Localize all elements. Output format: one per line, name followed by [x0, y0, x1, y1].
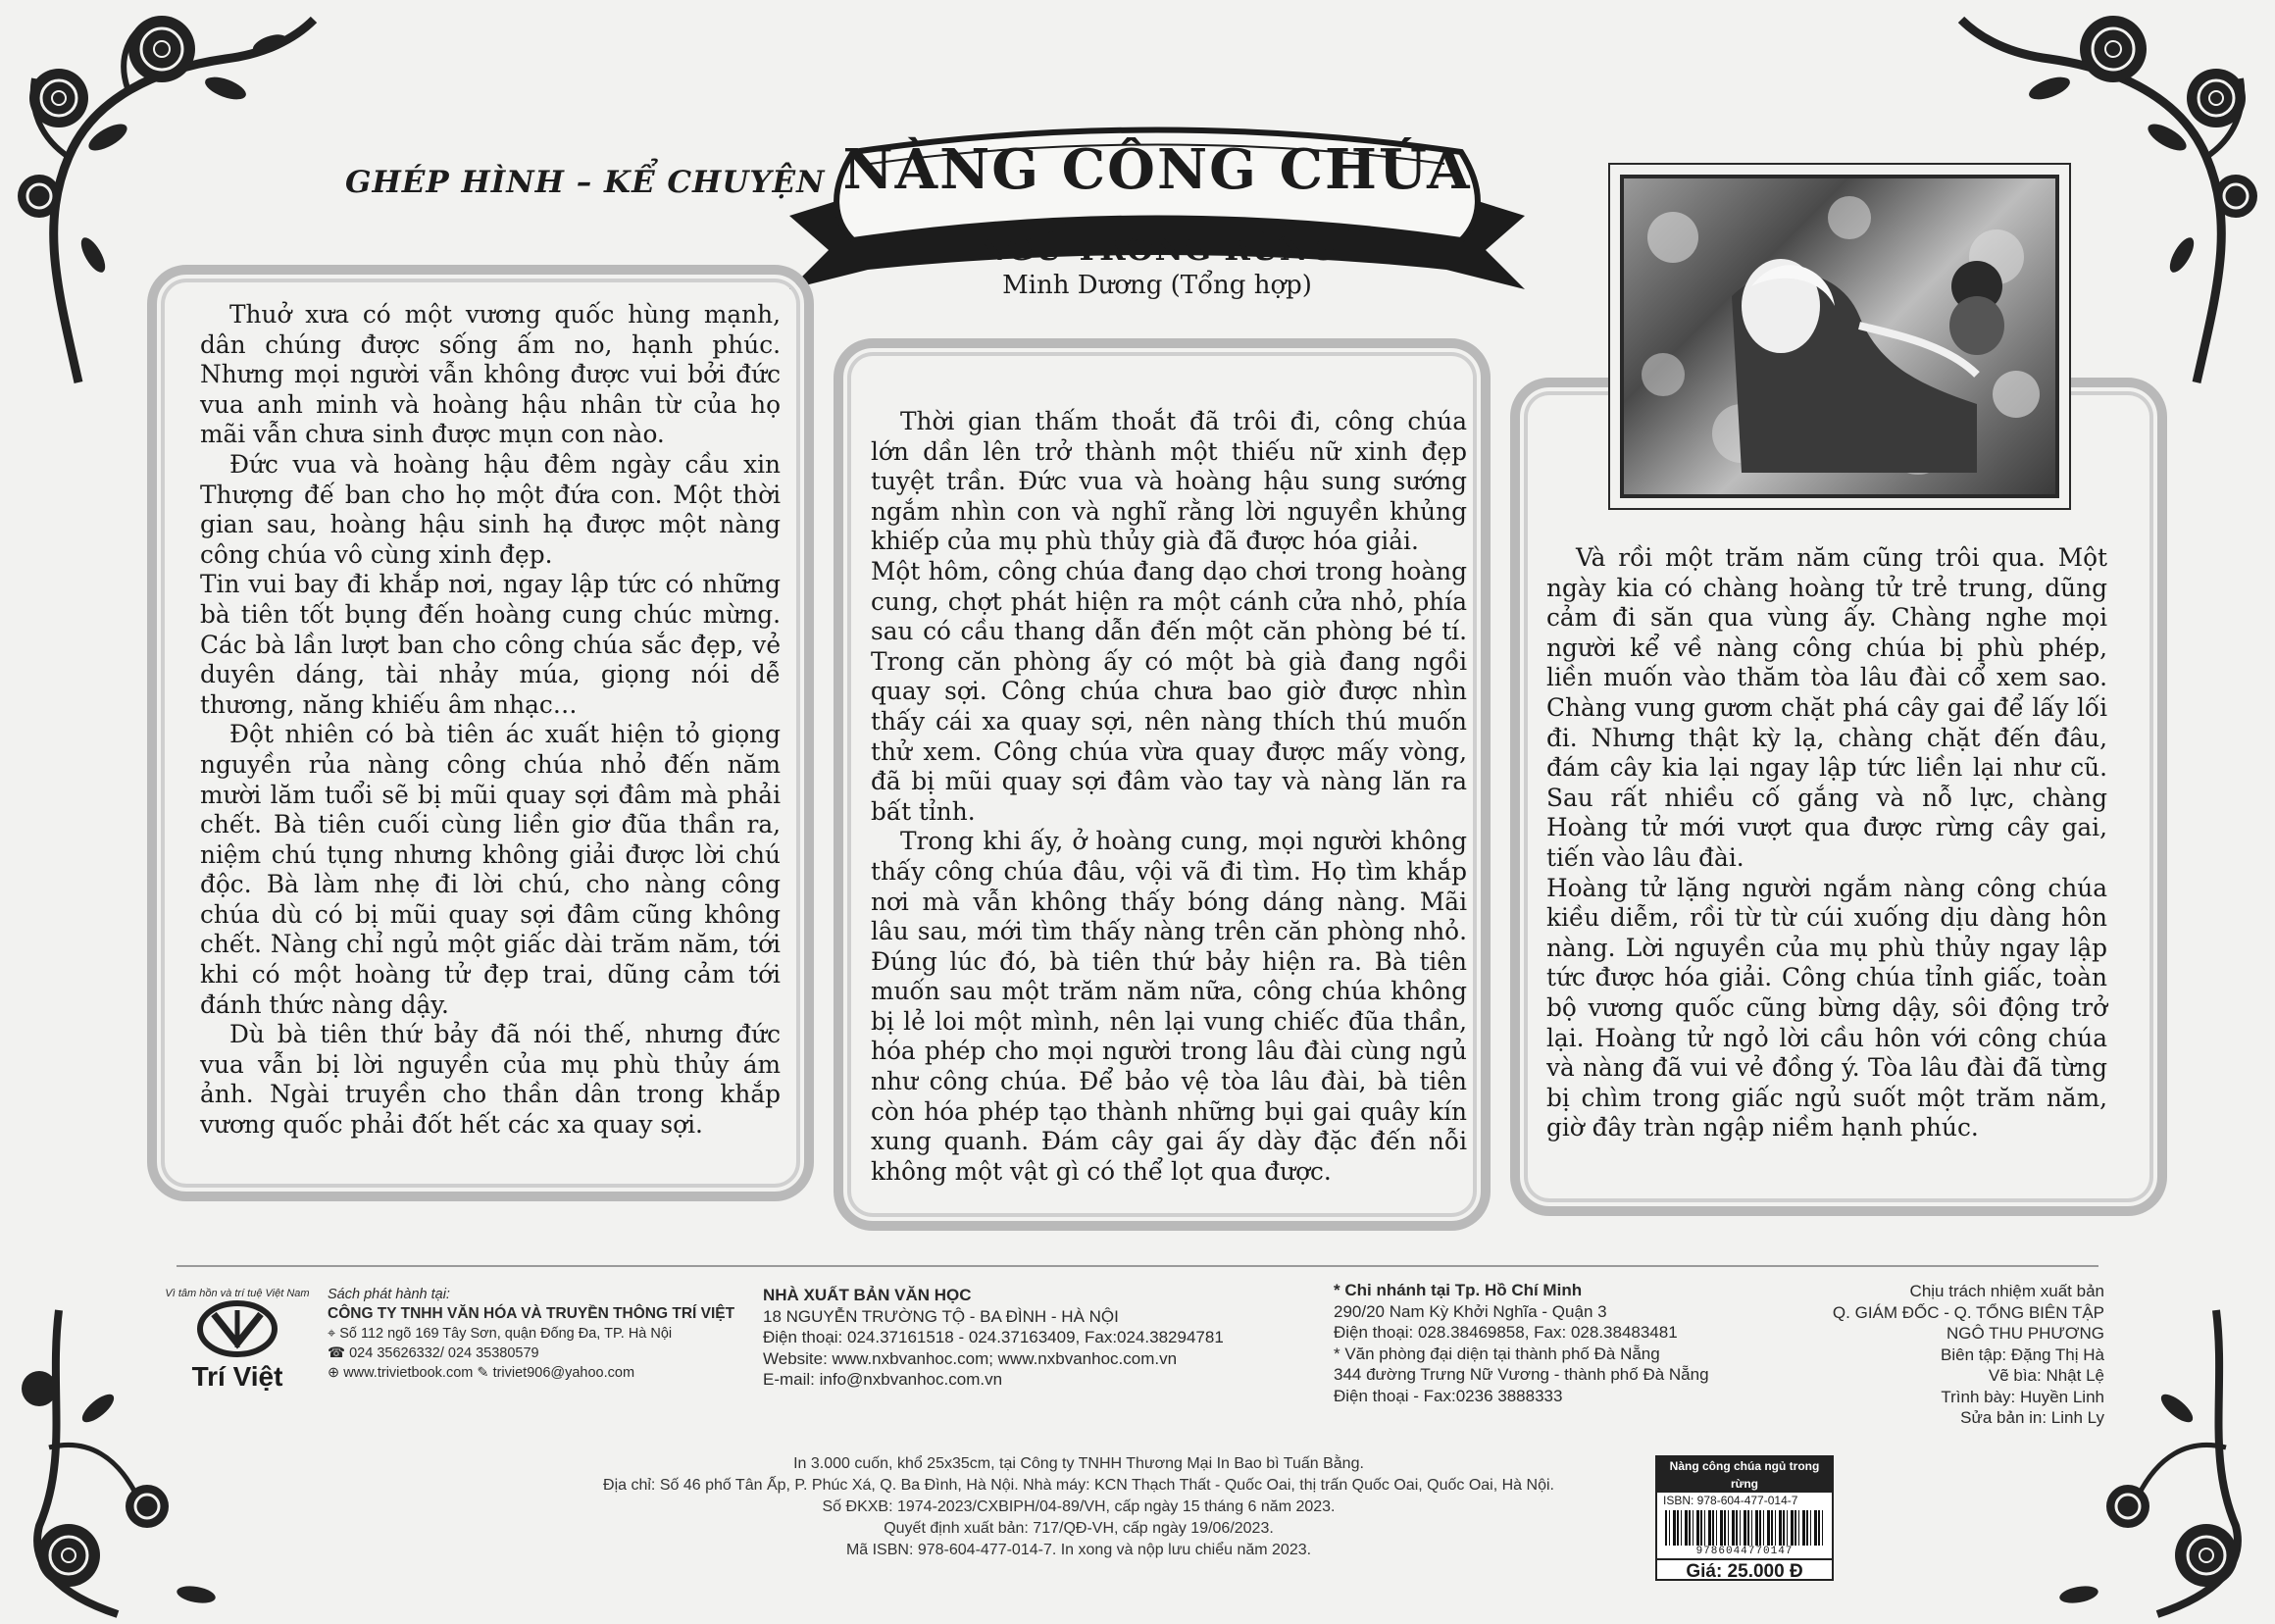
distributor-phone-row	[328, 1344, 739, 1363]
logo-arc-text: Vì tâm hồn và trí tuệ Việt Nam	[165, 1288, 310, 1299]
story-illustration	[1620, 175, 2059, 498]
credit-line: Chịu trách nhiệm xuất bản	[1909, 1282, 2104, 1300]
publisher-phone: Điện thoại: 024.37161518 - 024.37163409, Fax:024.38294781	[763, 1328, 1224, 1346]
credit-line: Vẽ bìa: Nhật Lệ	[1988, 1366, 2104, 1385]
series-label: GHÉP HÌNH – KỂ CHUYỆN	[345, 165, 826, 200]
story-paragraph: Trong khi ấy, ở hoàng cung, mọi người không thấy công chúa đâu, vội vã đi tìm. Họ tìm khắp nơi mà vẫn không thấy bóng dáng nàng. Mãi lâu sau, mới tìm thấy nàng trên căn phòng nhỏ. Đúng lúc đó, bà tiên thứ bảy hiện ra. Bà tiên muốn sau một trăm năm nữa, công chúa không bị lẻ loi một mình, nên lại vung chiếc đũa thần, hóa phép cho mọi người trong lâu đài cùng ngủ như công chúa. Để bảo vệ tòa lâu đài, bà tiên còn hóa phép tạo thành những bụi gai quây kín xung quanh. Đám cây gai ấy dày đặc đến nỗi không một vật gì có thể lọt qua được.	[871, 827, 1467, 1186]
story-paragraph: Đột nhiên có bà tiên ác xuất hiện tỏ giọng nguyền rủa nàng công chúa nhỏ đến năm mười lăm tuổi sẽ bị mũi quay sợi đâm mà phải chết. Bà tiên cuối cùng liền giơ đũa thần ra, niệm chú tụng nhưng không giải được lời chú độc. Bà làm nhẹ đi lời chú, cho nàng công chúa dù có bị mũi quay sợi đâm cũng không chết. Nàng chỉ ngủ một giấc dài trăm năm, tới khi có một hoàng tử đẹp trai, dũng cảm tới đánh thức nàng dậy.	[200, 720, 781, 1019]
distributor-phone: 024 35626332/ 024 35380579	[349, 1345, 539, 1361]
distributor-contact-row	[328, 1363, 739, 1383]
logo-brand: Trí Việt	[191, 1361, 283, 1392]
branch-address: 290/20 Nam Kỳ Khởi Nghĩa - Quận 3	[1334, 1301, 1607, 1321]
distributor-label: Sách phát hành tại:	[328, 1287, 450, 1302]
tri-viet-logo	[159, 1287, 316, 1404]
story-paragraph: Tin vui bay đi khắp nơi, ngay lập tức có những bà tiên tốt bụng đến hoàng cung chúc mừng. Các bà lần lượt ban cho công chúa sắc đẹp, vẻ duyên dáng, tài nhảy múa, giọng nói dễ thương, năng khiếu âm nhạc…	[200, 570, 781, 719]
rep-office-phone: Điện thoại - Fax:0236 3888333	[1334, 1386, 1563, 1405]
story-column-left	[200, 300, 781, 1141]
credit-line: Sửa bản in: Linh Ly	[1960, 1408, 2104, 1427]
distributor-info	[328, 1285, 739, 1383]
story-column-right	[1546, 543, 2107, 1143]
barcode-title: Nàng công chúa ngủ trong rừng	[1657, 1457, 1832, 1493]
rep-office-heading: * Văn phòng đại diện tại thành phố Đà Nẵng	[1334, 1344, 1660, 1363]
publisher-website[interactable]: Website: www.nxbvanhoc.com; www.nxbvanhoc.com.vn	[763, 1348, 1178, 1368]
print-line: Số ĐKXB: 1974-2023/CXBIPH/04-89/VH, cấp ngày 15 tháng 6 năm 2023.	[822, 1498, 1336, 1515]
rep-office-address: 344 đường Trưng Nữ Vương - thành phố Đà Nẵng	[1334, 1365, 1709, 1384]
footer-divider	[177, 1265, 2098, 1267]
credit-line: Q. GIÁM ĐỐC - Q. TỔNG BIÊN TẬP	[1832, 1302, 2104, 1322]
story-paragraph: Đức vua và hoàng hậu đêm ngày cầu xin Thượng đế ban cho họ một đứa con. Một thời gian sau, hoàng hậu sinh hạ được một nàng công chúa vô cùng xinh đẹp.	[200, 449, 781, 569]
distributor-name: CÔNG TY TNHH VĂN HÓA VÀ TRUYỀN THÔNG TRÍ VIỆT	[328, 1305, 735, 1322]
credit-line: NGÔ THU PHƯƠNG	[1946, 1324, 2104, 1343]
distributor-web[interactable]: www.trivietbook.com	[343, 1365, 474, 1381]
publisher-address: 18 NGUYỄN TRƯỜNG TỘ - BA ĐÌNH - HÀ NỘI	[763, 1306, 1119, 1326]
story-paragraph: Thuở xưa có một vương quốc hùng mạnh, dân chúng được sống ấm no, hạnh phúc. Nhưng mọi người vẫn không được vui bởi đức vua anh minh và hoàng hậu nhân từ của họ mãi vẫn chưa sinh được mụn con nào.	[200, 300, 781, 449]
tri-viet-emblem	[159, 1300, 316, 1357]
email-icon: ✎	[473, 1365, 493, 1381]
print-line: Quyết định xuất bản: 717/QĐ-VH, cấp ngày 19/06/2023.	[884, 1520, 1274, 1537]
print-line: Mã ISBN: 978-604-477-014-7. In xong và nộp lưu chiểu năm 2023.	[845, 1542, 1312, 1558]
author: Minh Dương (Tổng hợp)	[1002, 271, 1312, 300]
credit-line: Biên tập: Đặng Thị Hà	[1941, 1345, 2104, 1364]
branch-heading: * Chi nhánh tại Tp. Hồ Chí Minh	[1334, 1281, 1583, 1299]
publisher-email[interactable]: E-mail: info@nxbvanhoc.com.vn	[763, 1370, 1003, 1389]
credits	[1726, 1281, 2104, 1429]
publisher-info	[763, 1285, 1253, 1391]
branch-info	[1334, 1280, 1785, 1406]
barcode-digits: 9786044770147	[1695, 1546, 1794, 1557]
story-paragraph: Thời gian thấm thoắt đã trôi đi, công chúa lớn dần lên trở thành một thiếu nữ xinh đẹp tuyệt trần. Đức vua và hoàng hậu sung sướng ngắm nhìn con và nghĩ rằng lời nguyền khủng khiếp của mụ phù thủy già đã được hóa giải.	[871, 407, 1467, 556]
branch-phone: Điện thoại: 028.38469858, Fax: 028.38483481	[1334, 1323, 1678, 1342]
barcode-isbn: ISBN: 978-604-477-014-7	[1663, 1494, 1798, 1507]
print-line: In 3.000 cuốn, khổ 25x35cm, tại Công ty TNHH Thương Mại In Bao bì Tuấn Bằng.	[793, 1455, 1364, 1472]
title-sub: NGỦ TRONG RỪNG	[977, 230, 1338, 268]
phone-icon: ☎	[328, 1345, 350, 1361]
price-label: Giá: 25.000 Đ	[1657, 1558, 1832, 1584]
barcode-bars	[1665, 1510, 1824, 1546]
distributor-email[interactable]: triviet906@yahoo.com	[492, 1365, 635, 1381]
title-main: NÀNG CÔNG CHÚA	[842, 137, 1472, 202]
story-paragraph: Dù bà tiên thứ bảy đã nói thế, nhưng đức vua vẫn bị lời nguyền của mụ phù thủy ám ảnh. Ngài truyền cho thần dân trong khắp vương quốc phải đốt hết các xa quay sợi.	[200, 1020, 781, 1140]
distributor-address-row	[328, 1324, 739, 1344]
print-line: Địa chỉ: Số 46 phố Tân Ấp, P. Phúc Xá, Q. Ba Đình, Hà Nội. Nhà máy: KCN Thạch Thất - Quốc Oai, thị trấn Quốc Oai, Quốc Oai, Hà Nội.	[603, 1477, 1554, 1494]
location-icon: ⌖	[328, 1326, 340, 1342]
story-paragraph: Hoàng tử lặng người ngắm nàng công chúa kiều diễm, rồi từ từ cúi xuống dịu dàng hôn nàng. Lời nguyền của mụ phù thủy ngay lập tức được hóa giải. Công chúa tỉnh giấc, toàn bộ vương quốc cũng bừng dậy, sôi động trở lại. Hoàng tử ngỏ lời cầu hôn với công chúa và nàng đã vui vẻ đồng ý. Tòa lâu đài đã từng bị chìm trong giấc ngủ suốt một trăm năm, giờ đây tràn ngập niềm hạnh phúc.	[1546, 873, 2107, 1142]
publisher-name: NHÀ XUẤT BẢN VĂN HỌC	[763, 1286, 972, 1304]
isbn-barcode-box	[1655, 1455, 1834, 1581]
sleeping-princess-illustration	[1624, 178, 2055, 494]
story-paragraph: Một hôm, công chúa đang dạo chơi trong hoàng cung, chợt phát hiện ra một cánh cửa nhỏ, phía sau có cầu thang dẫn đến một căn phòng bé tí. Trong căn phòng ấy có một bà già đang ngồi quay sợi. Công chúa chưa bao giờ được nhìn thấy cái xa quay sợi, nên nàng thích thú muốn thử xem. Công chúa vừa quay được mấy vòng, đã bị mũi quay sợi đâm vào tay và nàng lăn ra bất tỉnh.	[871, 556, 1467, 826]
credit-line: Trình bày: Huyền Linh	[1941, 1387, 2104, 1406]
story-column-middle	[871, 407, 1467, 1187]
distributor-address: Số 112 ngõ 169 Tây Sơn, quận Đống Đa, TP. Hà Nội	[339, 1326, 673, 1342]
print-info	[510, 1453, 1647, 1561]
story-paragraph: Và rồi một trăm năm cũng trôi qua. Một ngày kia có chàng hoàng tử trẻ trung, dũng cảm đi săn qua vùng ấy. Chàng nghe mọi người kể về nàng công chúa bị phù phép, liền muốn vào thăm tòa lâu đài cổ xem sao. Chàng vung gươm chặt phá cây gai để lấy lối đi. Nhưng thật kỳ lạ, chàng chặt đến đâu, đám cây kia lại ngay lập tức liền lại như cũ. Sau rất nhiều cố gắng và nỗ lực, chàng Hoàng tử mới vượt qua được rừng cây gai, tiến vào lâu đài.	[1546, 543, 2107, 872]
globe-icon: ⊕	[328, 1365, 344, 1381]
